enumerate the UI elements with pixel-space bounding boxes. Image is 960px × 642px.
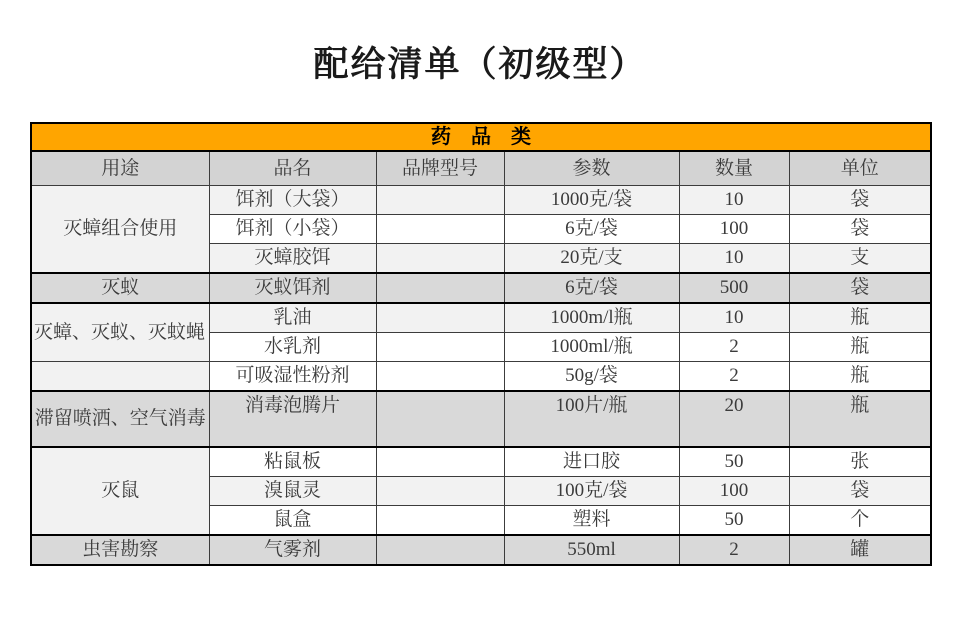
cell-unit: 支 <box>789 244 931 274</box>
table-row <box>31 535 931 565</box>
cell-unit: 瓶 <box>789 362 931 392</box>
cell-usage: 灭蟑、灭蚁、灭蚊蝇 <box>31 303 209 362</box>
cell-brand <box>376 535 504 565</box>
cell-qty: 2 <box>679 333 789 362</box>
cell-brand <box>376 391 504 447</box>
cell-param: 1000克/袋 <box>504 186 679 215</box>
cell-param: 100克/袋 <box>504 477 679 506</box>
cell-param: 20克/支 <box>504 244 679 274</box>
cell-qty: 20 <box>679 391 789 447</box>
cell-qty: 50 <box>679 506 789 536</box>
ration-table <box>30 122 932 566</box>
cell-param: 1000m/l瓶 <box>504 303 679 333</box>
cell-name: 乳油 <box>209 303 376 333</box>
cell-param: 100片/瓶 <box>504 391 679 447</box>
cell-unit: 袋 <box>789 273 931 303</box>
cell-param: 50g/袋 <box>504 362 679 392</box>
cell-name: 鼠盒 <box>209 506 376 536</box>
cell-name: 饵剂（小袋） <box>209 215 376 244</box>
cell-name: 灭蚁饵剂 <box>209 273 376 303</box>
col-header-brand: 品牌型号 <box>376 151 504 186</box>
cell-name: 水乳剂 <box>209 333 376 362</box>
cell-param: 塑料 <box>504 506 679 536</box>
cell-name: 可吸湿性粉剂 <box>209 362 376 392</box>
cell-usage: 灭鼠 <box>31 447 209 535</box>
col-header-unit: 单位 <box>789 151 931 186</box>
cell-brand <box>376 477 504 506</box>
table-row <box>31 273 931 303</box>
cell-unit: 罐 <box>789 535 931 565</box>
cell-qty: 50 <box>679 447 789 477</box>
cell-brand <box>376 447 504 477</box>
cell-usage: 虫害勘察 <box>31 535 209 565</box>
cell-unit: 瓶 <box>789 333 931 362</box>
table-row <box>31 362 931 392</box>
cell-name: 消毒泡腾片 <box>209 391 376 447</box>
cell-brand <box>376 506 504 536</box>
cell-brand <box>376 215 504 244</box>
cell-brand <box>376 186 504 215</box>
cell-usage: 滞留喷洒、空气消毒 <box>31 391 209 447</box>
cell-name: 灭蟑胶饵 <box>209 244 376 274</box>
cell-qty: 2 <box>679 535 789 565</box>
page-title: 配给清单（初级型） <box>313 45 647 84</box>
cell-unit: 张 <box>789 447 931 477</box>
cell-usage: 灭蚁 <box>31 273 209 303</box>
cell-name: 粘鼠板 <box>209 447 376 477</box>
col-header-name: 品名 <box>209 151 376 186</box>
cell-name: 溴鼠灵 <box>209 477 376 506</box>
category-header: 药 品 类 <box>31 123 931 151</box>
cell-param: 进口胶 <box>504 447 679 477</box>
cell-param: 1000ml/瓶 <box>504 333 679 362</box>
cell-unit: 个 <box>789 506 931 536</box>
cell-qty: 10 <box>679 244 789 274</box>
cell-name: 饵剂（大袋） <box>209 186 376 215</box>
col-header-qty: 数量 <box>679 151 789 186</box>
cell-brand <box>376 333 504 362</box>
cell-unit: 袋 <box>789 215 931 244</box>
col-header-param: 参数 <box>504 151 679 186</box>
cell-qty: 500 <box>679 273 789 303</box>
cell-unit: 瓶 <box>789 391 931 447</box>
cell-brand <box>376 362 504 392</box>
table-row <box>31 391 931 447</box>
cell-brand <box>376 244 504 274</box>
cell-param: 6克/袋 <box>504 273 679 303</box>
table-row <box>31 186 931 215</box>
cell-param: 6克/袋 <box>504 215 679 244</box>
category-row <box>31 123 931 151</box>
cell-unit: 瓶 <box>789 303 931 333</box>
cell-brand <box>376 273 504 303</box>
cell-brand <box>376 303 504 333</box>
cell-usage <box>31 362 209 392</box>
cell-qty: 2 <box>679 362 789 392</box>
cell-unit: 袋 <box>789 186 931 215</box>
cell-qty: 100 <box>679 215 789 244</box>
cell-param: 550ml <box>504 535 679 565</box>
cell-qty: 10 <box>679 303 789 333</box>
cell-qty: 100 <box>679 477 789 506</box>
col-header-usage: 用途 <box>31 151 209 186</box>
cell-qty: 10 <box>679 186 789 215</box>
cell-usage: 灭蟑组合使用 <box>31 186 209 274</box>
cell-unit: 袋 <box>789 477 931 506</box>
column-header-row <box>31 151 931 186</box>
table-row <box>31 447 931 477</box>
cell-name: 气雾剂 <box>209 535 376 565</box>
table-row <box>31 303 931 333</box>
